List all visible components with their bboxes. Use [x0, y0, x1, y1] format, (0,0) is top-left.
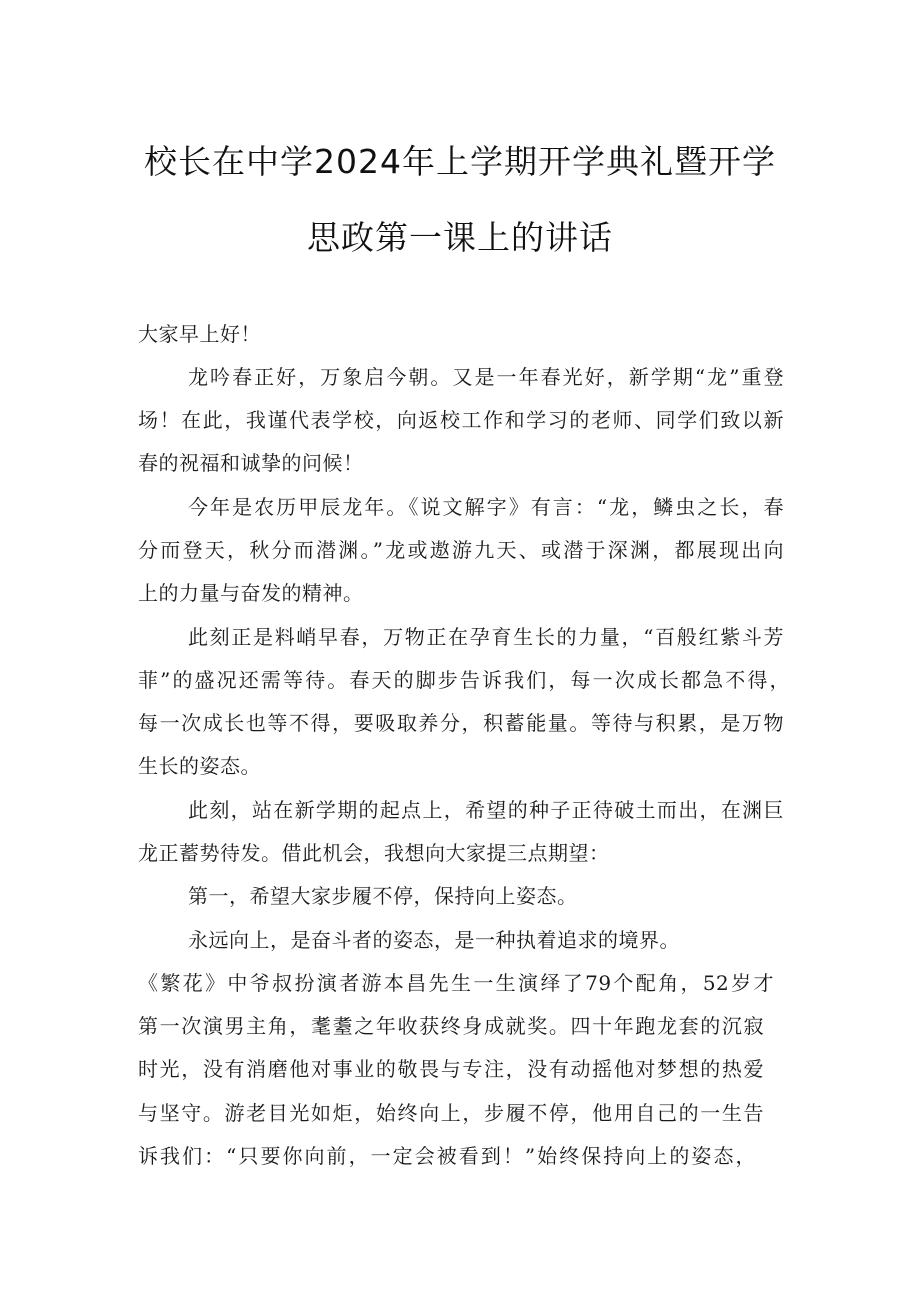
- text-line: 场！在此，我谨代表学校，向返校工作和学习的老师、同学们致以新: [138, 408, 784, 432]
- text-line: 诉我们：“只要你向前，一定会被看到！”始终保持向上的姿态，: [138, 1144, 756, 1168]
- text-line: 《繁花》中爷叔扮演者游本昌先生一生演绎了79个配角，52岁才: [138, 971, 774, 995]
- text-line: 龙正蓄势待发。借此机会，我想向大家提三点期望：: [138, 841, 610, 865]
- text-line: 今年是农历甲辰龙年。《说文解字》有言：“龙，鳞虫之长，春: [188, 495, 784, 519]
- text-line: 春的祝福和诚挚的问候！: [138, 451, 364, 475]
- text-line: 永远向上，是奋斗者的姿态，是一种执着追求的境界。: [188, 928, 680, 952]
- text-line: 第一次演男主角，耄耋之年收获终身成就奖。四十年跑龙套的沉寂: [138, 1014, 764, 1038]
- text-line: 菲”的盛况还需等待。春天的脚步告诉我们，每一次成长都急不得，: [138, 668, 790, 692]
- text-line: 与坚守。游老目光如炬，始终向上，步履不停，他用自己的一生告: [138, 1101, 764, 1125]
- text-line: 时光，没有消磨他对事业的敬畏与专注，没有动摇他对梦想的热爱: [138, 1057, 764, 1081]
- text-line: 分而登天，秋分而潜渊。”龙或遨游九天、或潜于深渊，都展现出向: [138, 538, 784, 562]
- text-line: 每一次成长也等不得，要吸取养分，积蓄能量。等待与积累，是万物: [138, 711, 784, 735]
- text-line: 此刻，站在新学期的起点上，希望的种子正待破土而出，在渊巨: [188, 798, 784, 822]
- text-line: 上的力量与奋发的精神。: [138, 581, 364, 605]
- section-heading-point-1: 第一，希望大家步履不停，保持向上姿态。: [188, 884, 578, 908]
- text-line: 龙吟春正好，万象启今朝。又是一年春光好，新学期“龙”重登: [188, 365, 784, 389]
- text-line-greeting: 大家早上好！: [138, 322, 261, 346]
- document-title-line-2: 思政第一课上的讲话: [307, 218, 613, 257]
- text-line: 生长的姿态。: [138, 754, 261, 778]
- document-title-line-1: 校长在中学2024年上学期开学典礼暨开学: [144, 142, 776, 181]
- text-line: 此刻正是料峭早春，万物正在孕育生长的力量，“百般红紫斗芳: [188, 625, 784, 649]
